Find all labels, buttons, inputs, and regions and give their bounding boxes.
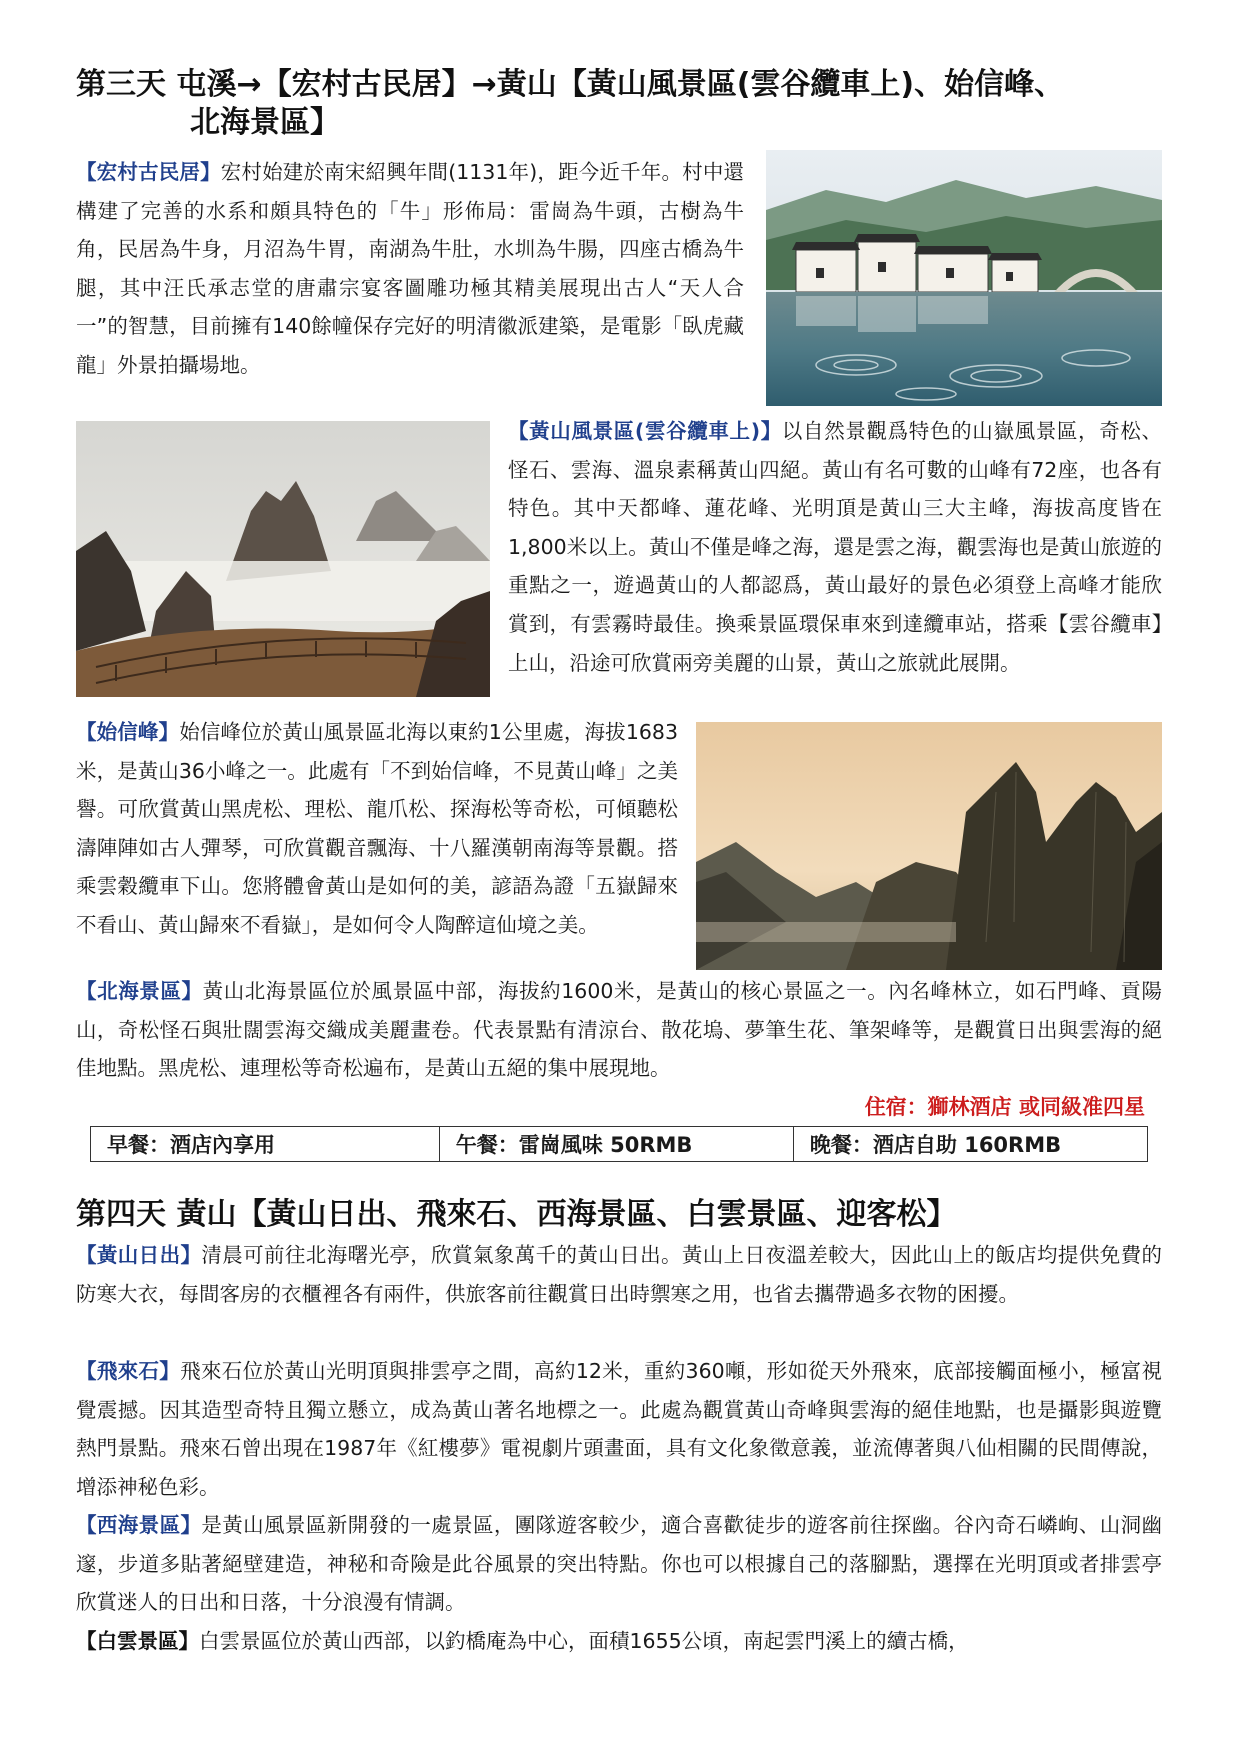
sunrise-paragraph	[76, 1236, 1162, 1313]
hongcun-text: 宏村始建於南宋紹興年間(1131年)，距今近千年。村中還構建了完善的水系和頗具特色的「牛」形佈局：雷崗為牛頭，古樹為牛角，民居為牛身，月沼為牛胃，南湖為牛肚，水圳為牛腸，四座古橋為牛腿，其中汪氏承志堂的唐肅宗宴客圖雕功極其精美展現出古人“天人合一”的智慧，目前擁有140餘幢保存完好的明清徽派建築，是電影「臥虎藏龍」外景拍攝場地。	[76, 160, 745, 377]
day4-title: 第四天 黃山【黃山日出、飛來石、西海景區、白雲景區、迎客松】	[76, 1197, 957, 1232]
huangshan-text: 以自然景觀爲特色的山嶽風景區，奇松、怪石、雲海、溫泉素稱黃山四絕。黃山有名可數的山峰有72座，也各有特色。其中天都峰、蓮花峰、光明頂是黃山三大主峰，海拔高度皆在1,800米以上。黃山不僅是峰之海，還是雲之海，觀雲海也是黃山旅遊的重點之一，遊過黃山的人都認爲，黃山最好的景色必須登上高峰才能欣賞到，有雲霧時最佳。換乘景區環保車來到達纜車站，搭乘【雲谷纜車】上山，沿途可欣賞兩旁美麗的山景，黃山之旅就此展開。	[508, 419, 1162, 675]
breakfast-cell: 早餐：酒店內享用	[91, 1127, 440, 1162]
baiyun-text: 白雲景區位於黃山西部，以釣橋庵為中心，面積1655公頃，南起雲門溪上的續古橋，	[199, 1629, 969, 1653]
lodging-info: 住宿：獅林酒店 或同級准四星	[864, 1095, 1145, 1119]
beihai-paragraph	[76, 972, 1162, 1088]
shixin-paragraph	[76, 713, 678, 945]
dinner-cell: 晚餐：酒店自助 160RMB	[793, 1127, 1147, 1162]
feilaishi-paragraph	[76, 1352, 1162, 1506]
beihai-text: 黃山北海景區位於風景區中部，海拔約1600米，是黃山的核心景區之一。內名峰林立，如石門峰、貢陽山，奇松怪石與壯闊雲海交織成美麗畫卷。代表景點有清涼台、散花塢、夢筆生花、筆架峰等，是觀賞日出與雲海的絕佳地點。黑虎松、連理松等奇松遍布，是黃山五絕的集中展現地。	[76, 979, 1162, 1081]
hongcun-tag: 【宏村古民居】	[76, 160, 221, 184]
baiyun-tag: 【白雲景區】	[76, 1629, 199, 1653]
shixin-tag: 【始信峰】	[76, 720, 180, 744]
baiyun-paragraph	[76, 1622, 1162, 1661]
feilaishi-text: 飛來石位於黃山光明頂與排雲亭之間，高約12米，重約360噸，形如從天外飛來，底部接觸面極小，極富視覺震撼。因其造型奇特且獨立懸立，成為黃山著名地標之一。此處為觀賞黃山奇峰與雲海的絕佳地點，也是攝影與遊覽熱門景點。飛來石曾出現在1987年《紅樓夢》電視劇片頭畫面，具有文化象徵意義，並流傳著與八仙相關的民間傳說，增添神秘色彩。	[76, 1359, 1163, 1499]
sunrise-tag: 【黃山日出】	[76, 1243, 202, 1267]
meals-table	[90, 1126, 1148, 1162]
hongcun-paragraph	[76, 153, 744, 385]
day3-title-line1: 第三天 屯溪→【宏村古民居】→黃山【黃山風景區(雲谷纜車上)、始信峰、	[76, 67, 1065, 102]
xihai-paragraph	[76, 1506, 1162, 1622]
day3-title-line2: 北海景區】	[190, 105, 340, 140]
shixin-text: 始信峰位於黃山風景區北海以東約1公里處，海拔1683米，是黃山36小峰之一。此處有「不到始信峰，不見黃山峰」之美譽。可欣賞黃山黑虎松、理松、龍爪松、探海松等奇松，可傾聽松濤陣陣如古人彈琴，可欣賞觀音飄海、十八羅漢朝南海等景觀。搭乘雲穀纜車下山。您將體會黃山是如何的美，諺語為證「五嶽歸來不看山、黃山歸來不看嶽」，是如何令人陶醉這仙境之美。	[76, 720, 678, 937]
feilaishi-tag: 【飛來石】	[76, 1359, 181, 1383]
shixin-peak-photo	[696, 722, 1162, 970]
beihai-tag: 【北海景區】	[76, 979, 203, 1003]
huangshan-paragraph	[508, 412, 1162, 682]
xihai-tag: 【西海景區】	[76, 1513, 202, 1537]
lunch-cell: 午餐：雷崗風味 50RMB	[439, 1127, 793, 1162]
hongcun-village-photo	[766, 150, 1162, 406]
huangshan-sea-of-clouds-photo	[76, 421, 490, 697]
xihai-text: 是黃山風景區新開發的一處景區，團隊遊客較少，適合喜歡徒步的遊客前往探幽。谷內奇石嶙峋、山洞幽邃，步道多貼著絕壁建造，神秘和奇險是此谷風景的突出特點。你也可以根據自己的落腳點，選擇在光明頂或者排雲亭欣賞迷人的日出和日落，十分浪漫有情調。	[76, 1513, 1163, 1615]
huangshan-tag: 【黃山風景區(雲谷纜車上)】	[508, 419, 782, 443]
sunrise-text: 清晨可前往北海曙光亭，欣賞氣象萬千的黃山日出。黃山上日夜溫差較大，因此山上的飯店均提供免費的防寒大衣，每間客房的衣櫃裡各有兩件，供旅客前往觀賞日出時禦寒之用，也省去攜帶過多衣物的困擾。	[76, 1243, 1163, 1306]
day3-title	[76, 66, 1064, 142]
meals-row	[91, 1127, 1148, 1162]
